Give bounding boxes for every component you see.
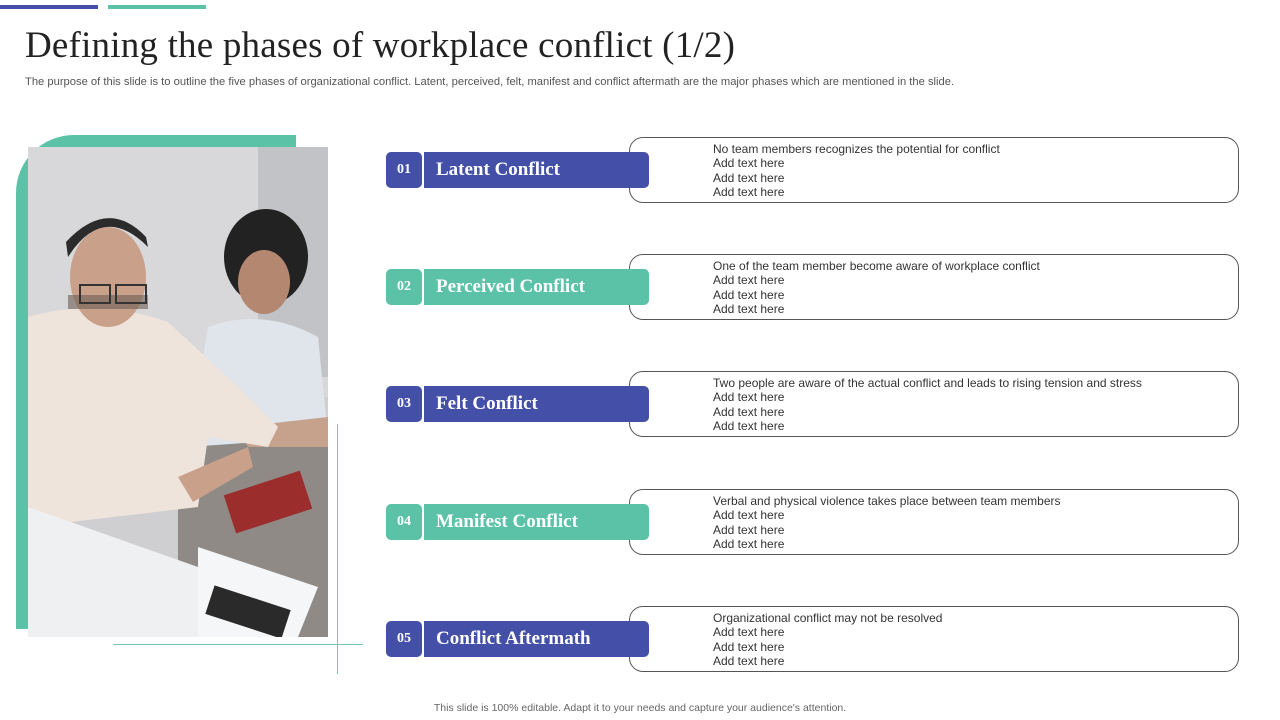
phase-description-box [629, 254, 1239, 320]
phase-description-box [629, 137, 1239, 203]
phase-description-line: Add text here [713, 508, 785, 523]
phase-description-line: Add text here [713, 639, 785, 654]
top-accent-bar-blue [0, 5, 98, 9]
slide-title: Defining the phases of workplace conflict (1/2) [25, 25, 736, 66]
top-accent-bar-teal [108, 5, 206, 9]
phase-conflict-aftermath [386, 606, 1239, 672]
phase-description-line: Add text here [713, 273, 785, 288]
slide-subtitle: The purpose of this slide is to outline the five phases of organizational conflict. Latent, perceived, felt, manifest and conflict aftermath are the major phases which are mentioned in the slide. [25, 76, 955, 88]
phase-description-line: Add text here [713, 287, 785, 302]
phase-description-line: Add text here [713, 654, 785, 669]
phase-felt-conflict [386, 371, 1239, 437]
phase-description-box [629, 371, 1239, 437]
phase-label: Manifest Conflict [424, 504, 649, 540]
phase-latent-conflict [386, 137, 1239, 203]
phase-description-line: Add text here [713, 537, 785, 552]
phase-label: Conflict Aftermath [424, 621, 649, 657]
office-photo [28, 147, 328, 637]
phase-description-line: Add text here [713, 185, 785, 200]
phase-manifest-conflict [386, 489, 1239, 555]
phase-description-line: Add text here [713, 170, 785, 185]
phase-number-badge: 04 [386, 504, 422, 540]
phase-number-badge: 03 [386, 386, 422, 422]
phase-description-line: One of the team member become aware of workplace conflict [713, 259, 1040, 273]
slide-footer-note: This slide is 100% editable. Adapt it to your needs and capture your audience's attention. [433, 702, 847, 714]
phase-label: Felt Conflict [424, 386, 649, 422]
phase-description-box [629, 489, 1239, 555]
decorative-vertical-line [337, 424, 338, 674]
phase-description-line: Add text here [713, 390, 785, 405]
phase-description-line: Add text here [713, 302, 785, 317]
phase-number-badge: 01 [386, 152, 422, 188]
phase-description-line: Add text here [713, 419, 785, 434]
phase-description-box [629, 606, 1239, 672]
phase-number-badge: 05 [386, 621, 422, 657]
phase-description-line: Verbal and physical violence takes place between team members [713, 494, 1061, 508]
phase-description-line: Two people are aware of the actual conflict and leads to rising tension and stress [713, 376, 1142, 390]
phase-label: Latent Conflict [424, 152, 649, 188]
phase-number-badge: 02 [386, 269, 422, 305]
phase-label: Perceived Conflict [424, 269, 649, 305]
decorative-horizontal-line [113, 644, 363, 645]
phase-description-line: Add text here [713, 156, 785, 171]
phase-perceived-conflict [386, 254, 1239, 320]
phase-description-line: No team members recognizes the potential for conflict [713, 142, 1000, 156]
phase-description-line: Add text here [713, 522, 785, 537]
phase-description-line: Add text here [713, 404, 785, 419]
phase-description-line: Add text here [713, 625, 785, 640]
phase-description-line: Organizational conflict may not be resolved [713, 611, 943, 625]
